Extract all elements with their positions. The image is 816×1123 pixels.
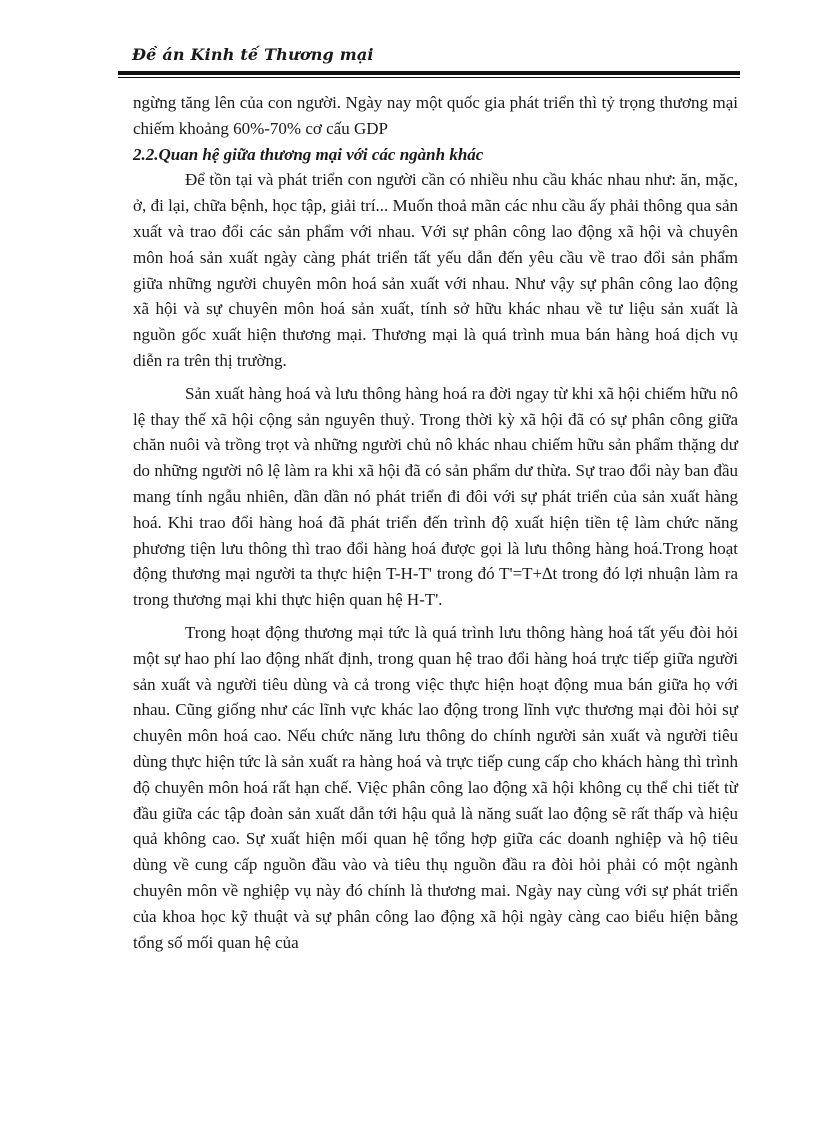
header-title: Đề án Kinh tế Thương mại <box>132 45 374 64</box>
section-heading: 2.2.Quan hệ giữa thương mại với các ngành khác <box>133 144 484 164</box>
paragraph-intro: ngừng tăng lên của con người. Ngày nay một quốc gia phát triển thì tỷ trọng thương mại chiếm khoảng 60%-70% cơ cấu GDP <box>133 93 738 138</box>
paragraph-needs: Để tồn tại và phát triển con người cần có nhiều nhu cầu khác nhau như: ăn, mặc, ở, đi lại, chữa bệnh, học tập, giải trí... Muốn thoả mãn các nhu cầu ấy phải thông qua sản xuất và trao đổi các sản phẩm với nhau. Với sự phân công lao động xã hội và chuyên môn hoá sản xuất ngày càng phát triển tất yếu dẫn đến yêu cầu về trao đổi sản phẩm giữa những người chuyên môn hoá sản xuất với nhau. Như vậy sự phân công lao động xã hội và sự chuyên môn hoá sản xuất, tính sở hữu khác nhau về tư liệu sản xuất là nguồn gốc xuất hiện thương mại. Thương mại là quá trình mua bán hàng hoá dịch vụ diễn ra trên thị trường. <box>133 170 738 370</box>
paragraph-specialization: Trong hoạt động thương mại tức là quá trình lưu thông hàng hoá tất yếu đòi hỏi một sự hao phí lao động nhất định, trong quan hệ trao đổi hàng hoá trực tiếp giữa người sản xuất và người tiêu dùng và cả trong việc thực hiện hoạt động mua bán giữa họ với nhau. Cũng giống như các lĩnh vực khác lao động trong lĩnh vực thương mại đòi hỏi sự chuyên môn hoá cao. Nếu chức năng lưu thông do chính người sản xuất và người tiêu dùng thực hiện tức là sản xuất ra hàng hoá và trực tiếp cung cấp cho khách hàng thì trình độ chuyên môn hoá rất hạn chế. Việc phân công lao động xã hội không cụ thể chi tiết từ đầu giữa các tập đoàn sản xuất dẫn tới hậu quả là năng suất lao động sẽ rất thấp và hiệu quả không cao. Sự xuất hiện mối quan hệ tổng hợp giữa các doanh nghiệp và hộ tiêu dùng về cung cấp nguồn đầu vào và tiêu thụ nguồn đầu ra đòi hỏi phải có một ngành chuyên môn về nghiệp vụ này đó chính là thương mai. Ngày nay cùng với sự phát triển của khoa học kỹ thuật và sự phân công lao động xã hội ngày càng cao biểu hiện bằng tổng số mối quan hệ của <box>133 622 738 952</box>
page-header <box>118 44 740 66</box>
document-body <box>133 90 738 955</box>
header-rule <box>118 71 740 78</box>
paragraph-history: Sản xuất hàng hoá và lưu thông hàng hoá ra đời ngay từ khi xã hội chiếm hữu nô lệ thay thế xã hội cộng sản nguyên thuỷ. Trong thời kỳ xã hội đã có sự phân công giữa chăn nuôi và trồng trọt và những người chủ nô khác nhau chiếm hữu sản phẩm thặng dư do những người nô lệ làm ra khi xã hội đã có sản phẩm dư thừa. Sự trao đổi này ban đầu mang tính ngẫu nhiên, dần dần nó phát triển đi đôi với sự phát triển của sản xuất hàng hoá. Khi trao đổi hàng hoá đã phát triển đến trình độ xuất hiện tiền tệ làm chức năng phương tiện lưu thông thì trao đổi hàng hoá được gọi là lưu thông hàng hoá.Trong hoạt động thương mại người ta thực hiện T-H-T' trong đó T'=T+∆t trong đó lợi nhuận làm ra trong thương mại khi thực hiện quan hệ H-T'. <box>133 383 738 610</box>
